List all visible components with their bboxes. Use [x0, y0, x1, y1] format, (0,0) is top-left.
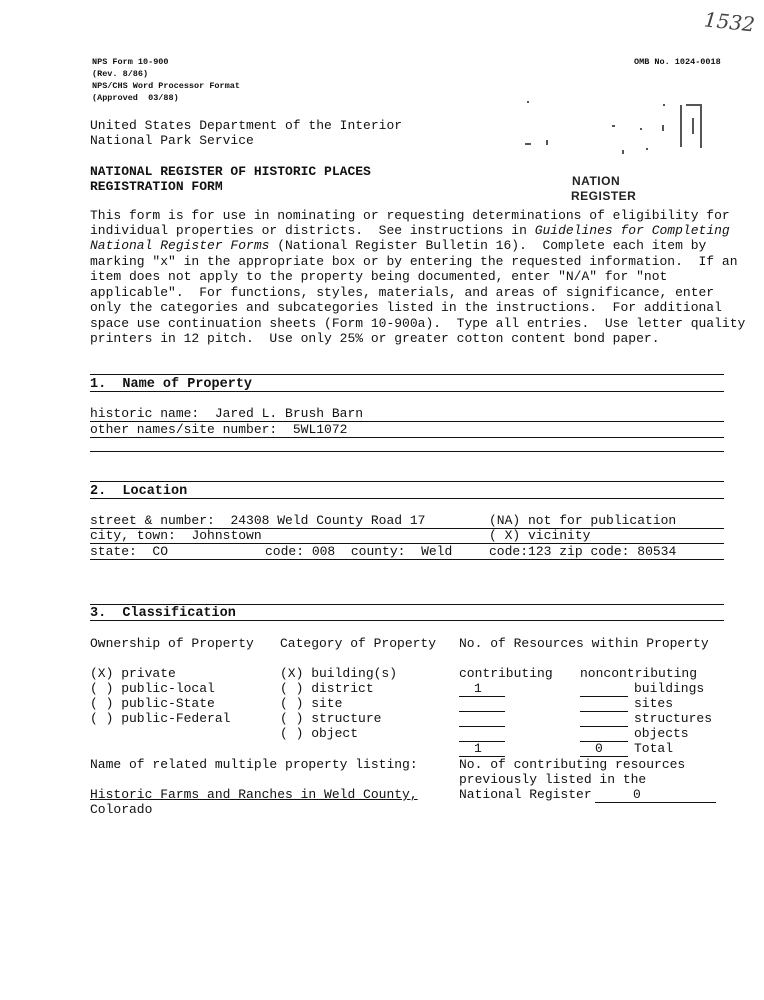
instruction-line: marking "x" in the appropriate box or by entering the requested information. If an [90, 254, 738, 269]
instruction-line: item does not apply to the property being documented, enter "N/A" for "not [90, 269, 668, 284]
city-row [90, 528, 262, 544]
category-option[interactable]: ( ) object [280, 726, 359, 741]
form-revision: (Rev. 8/86) [92, 69, 149, 79]
instruction-text: (National Register Bulletin 16). Complete each item by [269, 238, 707, 253]
agency-line-2: National Park Service [90, 133, 254, 148]
historic-name-label: historic name: [90, 406, 200, 421]
section-number: 3. [90, 606, 107, 621]
form-title-line-2: REGISTRATION FORM [90, 179, 223, 194]
street-label: street & number: [90, 513, 215, 528]
section-title: Location [122, 484, 188, 499]
street-row [90, 513, 425, 529]
count-underline [580, 711, 628, 712]
section-2-heading [90, 484, 187, 499]
count-underline [459, 741, 505, 742]
instruction-line: only the categories and subcategories listed in the instructions. For additional [90, 300, 722, 315]
instruction-text: individual properties or districts. See instructions in [90, 223, 535, 238]
agency-line-1: United States Department of the Interior [90, 118, 403, 133]
instruction-line: This form is for use in nominating or requesting determinations of eligibility for [90, 208, 730, 223]
state-code-row [265, 544, 452, 560]
prev-listed-line-3: National Register [459, 787, 592, 802]
not-for-publication: (NA) not for publication [489, 513, 677, 528]
zip-label: zip code: [559, 544, 630, 559]
street-value: 24308 Weld County Road 17 [230, 513, 426, 528]
county-code-value: 123 [528, 544, 552, 559]
category-option[interactable]: ( ) district [280, 681, 374, 696]
count-underline [459, 696, 505, 697]
county-code-row [489, 544, 676, 560]
section-3-heading [90, 606, 236, 621]
count-underline [459, 726, 505, 727]
resource-type: buildings [634, 681, 705, 696]
section-number: 1. [90, 377, 107, 392]
related-listing-line-2: Colorado [90, 802, 153, 817]
section-divider [90, 498, 724, 499]
section-divider [90, 481, 724, 482]
contributing-count: 1 [474, 681, 482, 696]
count-underline [580, 696, 628, 697]
state-row [90, 544, 168, 560]
resource-type: sites [634, 696, 674, 711]
instruction-line: applicable". For functions, styles, materials, and areas of significance, enter [90, 285, 715, 300]
count-underline [580, 741, 628, 742]
ownership-option[interactable]: ( ) public-Federal [90, 711, 231, 726]
related-listing-label: Name of related multiple property listing: [90, 757, 418, 772]
omb-number: OMB No. 1024-0018 [634, 57, 721, 67]
section-divider [90, 604, 724, 605]
resources-title: No. of Resources within Property [459, 636, 709, 651]
ownership-option[interactable]: ( ) public-State [90, 696, 215, 711]
instruction-line [90, 238, 706, 254]
resource-type: structures [634, 711, 713, 726]
form-approved: (Approved 03/88) [92, 93, 179, 103]
prev-listed-value: 0 [633, 787, 641, 802]
section-1-heading [90, 377, 252, 392]
form-format: NPS/CHS Word Processor Format [92, 81, 240, 91]
city-label: city, town: [90, 528, 176, 543]
other-names-row [90, 422, 347, 438]
resource-type: Total [634, 741, 674, 756]
resource-type: objects [634, 726, 689, 741]
section-divider [90, 391, 724, 392]
related-listing-line-1: Historic Farms and Ranches in Weld County, [90, 787, 418, 802]
field-underline [90, 559, 724, 560]
county-code-label: code: [489, 544, 529, 559]
state-code-label: code: [265, 544, 305, 559]
prev-listed-line-1: No. of contributing resources [459, 757, 686, 772]
section-divider [90, 620, 724, 621]
county-label: county: [350, 544, 406, 559]
section-number: 2. [90, 484, 107, 499]
section-title: Name of Property [122, 377, 253, 392]
instruction-line [90, 223, 730, 239]
vicinity: ( X) vicinity [489, 528, 591, 543]
stamp-line-1: NATION [572, 174, 621, 188]
ownership-option[interactable]: (X) private [90, 666, 176, 681]
noncontributing-total: 0 [595, 741, 603, 756]
field-underline [595, 802, 716, 803]
instruction-italic: Guidelines for Completing [534, 223, 730, 238]
ownership-option[interactable]: ( ) public-local [90, 681, 215, 696]
other-names-label: other names/site number: [90, 422, 278, 437]
state-value: CO [152, 544, 169, 559]
noncontributing-label: noncontributing [580, 666, 698, 681]
category-option[interactable]: ( ) structure [280, 711, 382, 726]
form-number: NPS Form 10-900 [92, 57, 169, 67]
category-option[interactable]: ( ) site [280, 696, 343, 711]
state-code-value: 008 [311, 544, 336, 559]
category-title: Category of Property [280, 636, 437, 651]
section-divider [90, 374, 724, 375]
historic-name-row [90, 406, 363, 422]
ownership-title: Ownership of Property [90, 636, 254, 651]
category-option[interactable]: (X) building(s) [280, 666, 398, 681]
form-title-line-1: NATIONAL REGISTER OF HISTORIC PLACES [90, 164, 371, 179]
other-names-value: 5WL1072 [292, 422, 348, 437]
county-value: Weld [421, 544, 453, 559]
state-label: state: [90, 544, 137, 559]
section-title: Classification [122, 606, 236, 621]
zip-value: 80534 [637, 544, 677, 559]
instruction-italic: National Register Forms [90, 238, 270, 253]
count-underline [580, 726, 628, 727]
field-underline [90, 437, 724, 438]
count-underline [459, 711, 505, 712]
field-underline [90, 451, 724, 452]
stamp-line-2: REGISTER [571, 189, 637, 203]
handwritten-number: 1532 [702, 7, 757, 37]
instruction-line: printers in 12 pitch. Use only 25% or greater cotton content bond paper. [90, 331, 660, 346]
city-value: Johnstown [191, 528, 262, 543]
prev-listed-line-2: previously listed in the [459, 772, 647, 787]
instruction-line: space use continuation sheets (Form 10-900a). Type all entries. Use letter quality [90, 316, 746, 331]
contributing-label: contributing [459, 666, 553, 681]
contributing-total: 1 [474, 741, 482, 756]
historic-name-value: Jared L. Brush Barn [214, 406, 364, 421]
